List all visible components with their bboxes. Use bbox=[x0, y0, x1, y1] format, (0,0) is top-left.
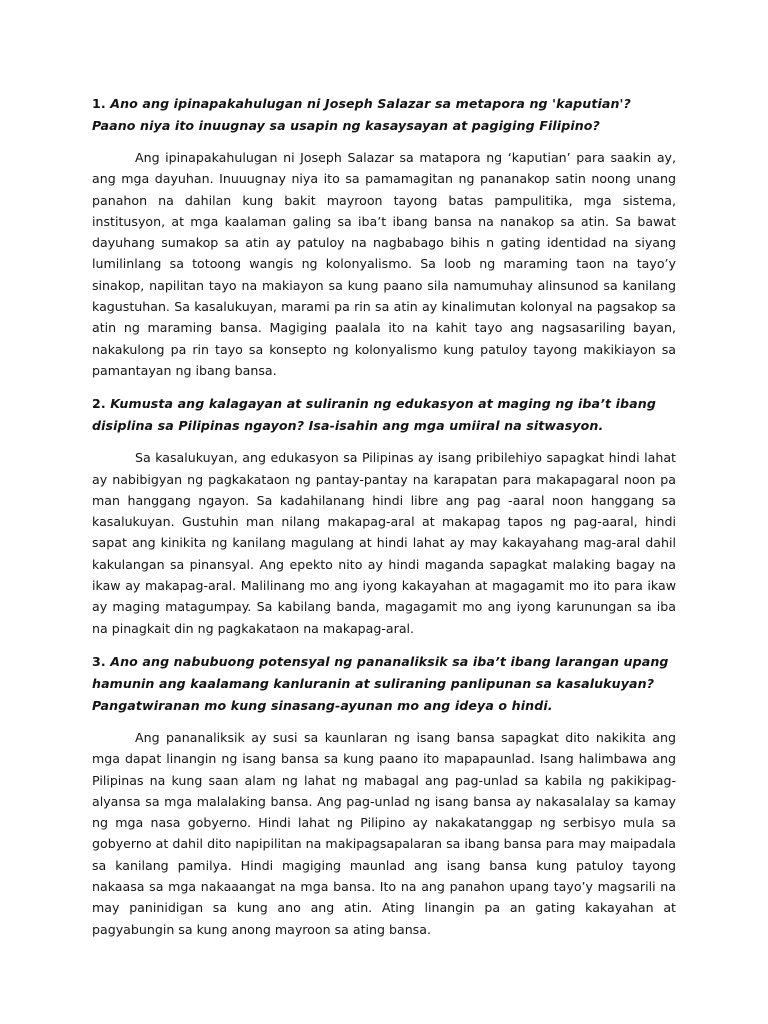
question-text: Ano ang ipinapakahulugan ni Joseph Salazar sa metapora ng 'kaputian'? Paano niya ito inuugnay sa usapin ng kasaysayan at pagiging Filipino? bbox=[92, 96, 631, 133]
question-text: Kumusta ang kalagayan at suliranin ng edukasyon at maging ng iba’t ibang disiplina sa Pilipinas ngayon? Isa-isahin ang mga umiiral na sitwasyon. bbox=[92, 396, 656, 434]
section-3 bbox=[92, 651, 676, 940]
answer-2: Sa kasalukuyan, ang edukasyon sa Pilipinas ay isang pribilehiyo sapagkat hindi lahat ay nabibigyan ng pagkakataon ng pantay-pantay na karapatan para makapagaral noon pa man hanggang ngayon. Sa kadahilanang hindi libre ang pag -aaral noon hanggang sa kasalukuyan. Gustuhin man nilang makapag-aral at makapag tapos ng pag-aaral, hindi sapat ang kinikita ng kanilang magulang at hindi lahat ay may kakayahang mag-aral dahil kakulangan sa pinansyal. Ang epekto nito ay hindi maganda sapagkat malaking bagay na ikaw ay makapag-aral. Malilinang mo ang iyong kakayahan at magagamit mo ito para ikaw ay maging matagumpay. Sa kabilang banda, magagamit mo ang iyong karunungan sa iba na pinagkait din ng pagkakataon na makapag-aral. bbox=[92, 450, 676, 636]
question-number: 2. bbox=[92, 396, 106, 412]
answer-1: Ang ipinapakahulugan ni Joseph Salazar sa matapora ng ‘kaputian’ para saakin ay, ang mga dayuhan. Inuuugnay niya ito sa pamamagitan ng pananakop satin noong unang panahon na dahilan kung bakit mayroon tayong batas pampulitika, mga sistema, institusyon, at mga kaalaman galing sa iba’t ibang bansa na nanakop sa atin. Sa bawat dayuhang sumakop sa atin ay patuloy na nagbabago bihis n gating identidad na siyang lumilinlang sa totoong wangis ng kolonyalismo. Sa loob ng maraming taon na tayo’y sinakop, napilitan tayo na makiayon sa kung paano sila namumuhay alinsunod sa kanilang kagustuhan. Sa kasalukuyan, marami pa rin sa atin ay kinalimutan kolonyal na pagsakop sa atin ng maraming bansa. Magiging paalala ito na kahit tayo ang nagsasariling bayan, nakakulong pa rin tayo sa konsepto ng kolonyalismo kung patuloy tayong makikiayon sa pamantayan ng ibang bansa. bbox=[92, 150, 676, 378]
answer-3: Ang pananaliksik ay susi sa kaunlaran ng isang bansa sapagkat dito nakikita ang mga dapat linangin ng isang bansa sa kung paano ito mapapaunlad. Isang halimbawa ang Pilipinas na kung saan alam ng lahat ng mabagal ang pag-unlad sa kabila ng pakikipag-alyansa sa mga malalaking bansa. Ang pag-unlad ng isang bansa ay nakasalalay sa kamay ng mga nasa gobyerno. Hindi lahat ng Pilipino ay nakakatanggap ng serbisyo mula sa gobyerno at dahil dito napipilitan na makipagsapalaran sa ibang bansa para may maipadala sa kanilang pamilya. Hindi magiging maunlad ang isang bansa kung patuloy tayong nakaasa sa mga nakaaangat na mga bansa. Ito na ang panahon upang tayo’y magsarili na may paninidigan sa kung ano ang atin. Ating linangin pa an gating kakayahan at pagyabungin sa kung anong mayroon sa ating bansa. bbox=[92, 729, 676, 937]
section-2 bbox=[92, 393, 676, 639]
question-1 bbox=[92, 93, 676, 137]
question-number: 1. bbox=[92, 96, 106, 111]
question-text: Ano ang nabubuong potensyal ng pananaliksik sa iba’t ibang larangan upang hamunin ang kaalamang kanluranin at suliraning panlipunan sa kasalukuyan? Pangatwiranan mo kung sinasang-ayunan mo ang ideya o hindi. bbox=[92, 653, 669, 713]
question-2 bbox=[92, 393, 676, 437]
section-1 bbox=[92, 93, 676, 381]
question-number: 3. bbox=[92, 653, 106, 669]
question-3 bbox=[92, 651, 676, 717]
